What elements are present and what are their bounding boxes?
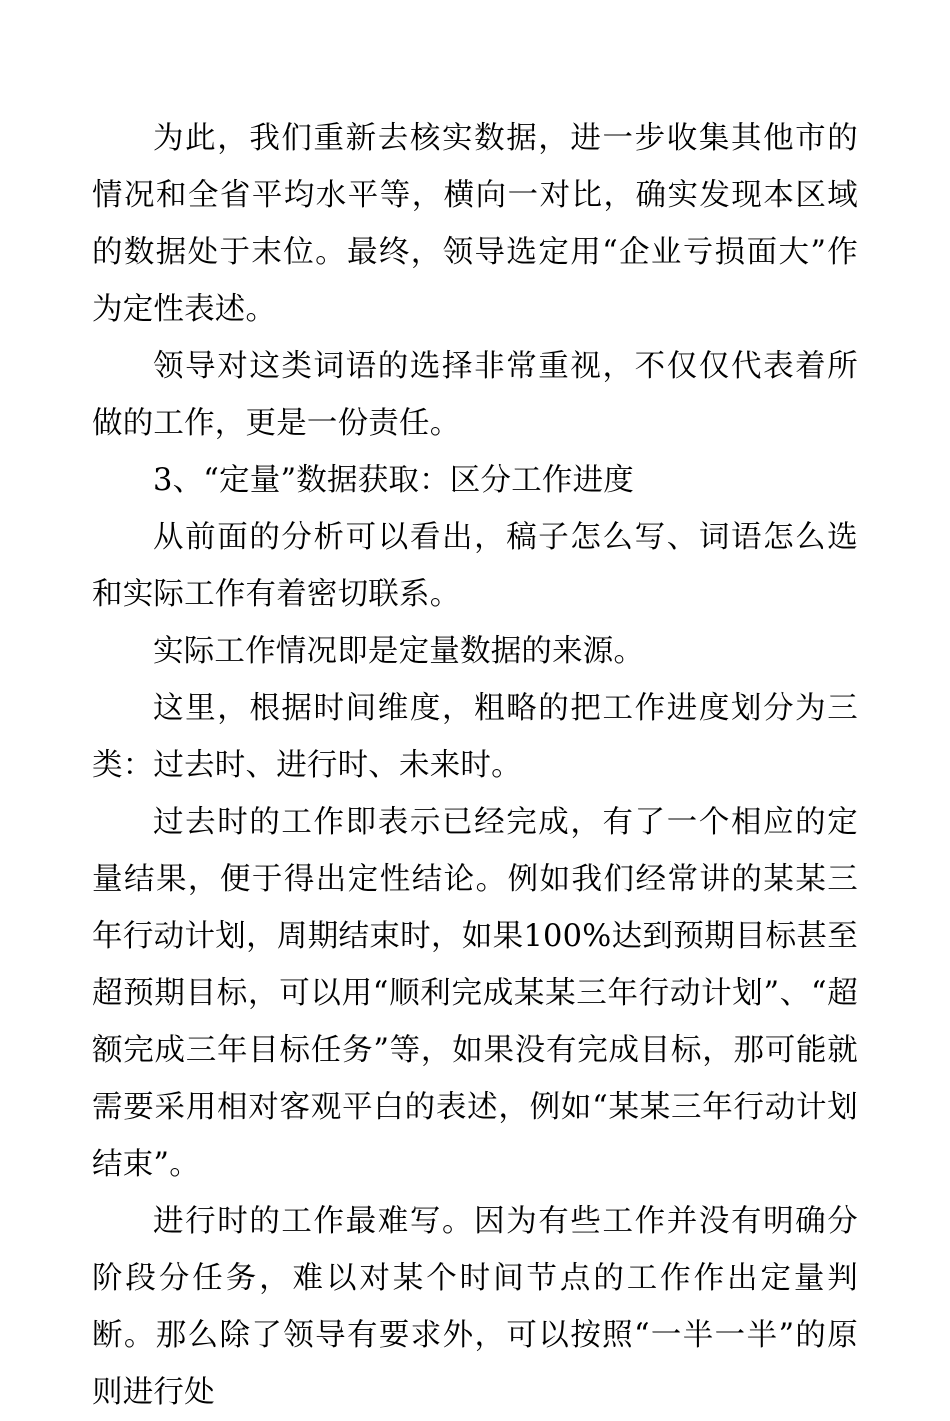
paragraph-2: 领导对这类词语的选择非常重视，不仅仅代表着所做的工作，更是一份责任。 [92, 349, 858, 441]
paragraph-3: 从前面的分析可以看出，稿子怎么写、词语怎么选和实际工作有着密切联系。 [92, 520, 858, 612]
paragraph-5: 这里，根据时间维度，粗略的把工作进度划分为三类：过去时、进行时、未来时。 [92, 691, 858, 783]
paragraph-1: 为此，我们重新去核实数据，进一步收集其他市的情况和全省平均水平等，横向一对比，确实发现本区域的数据处于末位。最终，领导选定用“企业亏损面大”作为定性表述。 [92, 121, 858, 327]
section-heading-3: 3、“定量”数据获取：区分工作进度 [153, 463, 634, 498]
paragraph-4: 实际工作情况即是定量数据的来源。 [153, 634, 645, 669]
paragraph-6: 过去时的工作即表示已经完成，有了一个相应的定量结果，便于得出定性结论。例如我们经常讲的某某三年行动计划，周期结束时，如果100%达到预期目标甚至超预期目标，可以用“顺利完成某某三年行动计划”、“超额完成三年目标任务”等，如果没有完成目标，那可能就需要采用相对客观平白的表述，例如“某某三年行动计划结束”。 [92, 805, 858, 1182]
document-body [92, 110, 858, 1421]
paragraph-7: 进行时的工作最难写。因为有些工作并没有明确分阶段分任务，难以对某个时间节点的工作作出定量判断。那么除了领导有要求外，可以按照“一半一半”的原则进行处 [92, 1204, 858, 1410]
